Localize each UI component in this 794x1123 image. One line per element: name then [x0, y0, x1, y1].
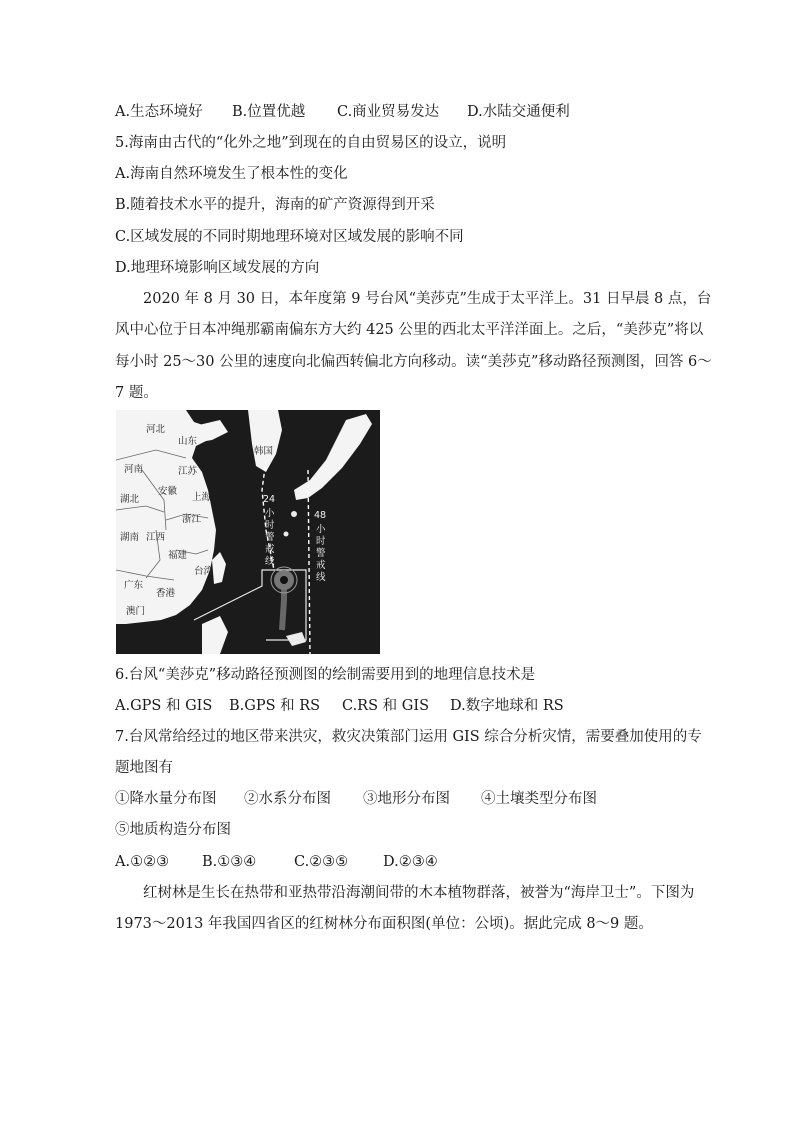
- q4-option-c: C.商业贸易发达: [337, 104, 440, 120]
- label-guangdong: 广东: [124, 580, 144, 591]
- ryukyu-island: [284, 532, 289, 537]
- label-henan: 河南: [124, 464, 144, 475]
- label-xianggang: 香港: [156, 588, 176, 599]
- svg-text:警: 警: [316, 548, 326, 559]
- japan: [294, 414, 372, 500]
- q7-options: [115, 852, 438, 872]
- label-taiwan: 台湾: [194, 566, 214, 577]
- q7-item-5: ⑤地质构造分布图: [115, 822, 231, 838]
- svg-text:24: 24: [263, 494, 276, 505]
- passage1-line1: 2020 年 8 月 30 日，本年度第 9 号台风“美莎克”生成于太平洋上。31 日早晨 8 点，台: [143, 291, 712, 307]
- label-aomen: 澳门: [126, 606, 146, 617]
- q7-option-a: A.①②③: [115, 854, 170, 870]
- svg-text:线: 线: [265, 556, 275, 567]
- label-fujian: 福建: [168, 550, 188, 561]
- svg-text:戒: 戒: [265, 544, 275, 555]
- q7-item-4: ④土壤类型分布图: [481, 791, 597, 807]
- svg-text:小: 小: [265, 508, 275, 519]
- label-hubei: 湖北: [120, 494, 140, 505]
- label-jiangxi: 江西: [146, 532, 166, 543]
- passage2-line2: 1973～2013 年我国四省区的红树林分布面积图(单位：公顷)。据此完成 8～9 题。: [115, 916, 653, 932]
- q5-stem: 5.海南由古代的“化外之地”到现在的自由贸易区的设立，说明: [115, 135, 507, 151]
- label-shanghai: 上海: [192, 492, 212, 503]
- q7-option-b: B.①③④: [202, 854, 257, 870]
- q6-options: [115, 696, 564, 716]
- label-zhejiang: 浙江: [182, 514, 202, 525]
- label-hebei: 河北: [146, 424, 166, 435]
- typhoon-path-map: [116, 410, 380, 654]
- ryukyu-island: [291, 511, 297, 517]
- label-24h-warning: [263, 494, 275, 567]
- q6-option-b: B.GPS 和 RS: [229, 698, 321, 714]
- pacific-island: [286, 632, 306, 646]
- q6-stem: 6.台风“美莎克”移动路径预测图的绘制需要用到的地理信息技术是: [115, 667, 536, 683]
- q5-option-d: D.地理环境影响区域发展的方向: [115, 260, 320, 276]
- q7-option-c: C.②③⑤: [294, 854, 349, 870]
- q7-stem-line2: 题地图有: [115, 760, 173, 776]
- svg-text:时: 时: [265, 520, 275, 531]
- svg-text:戒: 戒: [316, 560, 326, 571]
- q5-option-c: C.区域发展的不同时期地理环境对区域发展的影响不同: [115, 229, 464, 245]
- q7-item-3: ③地形分布图: [363, 791, 450, 807]
- passage1-line4: 7 题。: [115, 385, 158, 401]
- label-hanguo: 韩国: [254, 446, 274, 457]
- q7-items-row1: [115, 789, 597, 809]
- q6-option-c: C.RS 和 GIS: [342, 698, 429, 714]
- q6-option-d: D.数字地球和 RS: [450, 698, 564, 714]
- label-shandong: 山东: [178, 436, 198, 447]
- svg-text:警: 警: [265, 532, 275, 543]
- label-jiangsu: 江苏: [178, 466, 198, 477]
- svg-text:线: 线: [316, 572, 326, 583]
- svg-text:48: 48: [314, 510, 327, 521]
- passage1-line3: 每小时 25～30 公里的速度向北偏西转偏北方向移动。读“美莎克”移动路径预测图，回答 6～: [115, 354, 712, 370]
- q5-option-a: A.海南自然环境发生了根本性的变化: [115, 166, 348, 182]
- q7-item-2: ②水系分布图: [244, 791, 331, 807]
- label-hunan: 湖南: [120, 532, 140, 543]
- q7-stem-line1: 7.台风常给经过的地区带来洪灾，救灾决策部门运用 GIS 综合分析灾情，需要叠加使用的专: [115, 729, 702, 745]
- q4-options: [115, 102, 570, 122]
- q4-option-a: A.生态环境好: [115, 104, 203, 120]
- q5-option-b: B.随着技术水平的提升，海南的矿产资源得到开采: [115, 197, 435, 213]
- luzon: [202, 616, 228, 654]
- q4-option-d: D.水陆交通便利: [467, 104, 570, 120]
- q6-option-a: A.GPS 和 GIS: [115, 698, 213, 714]
- label-anhui: 安徽: [158, 486, 178, 497]
- q7-item-1: ①降水量分布图: [115, 791, 217, 807]
- taiwan: [212, 552, 226, 584]
- svg-text:时: 时: [316, 536, 326, 547]
- label-48h-warning: [314, 510, 326, 583]
- passage2-line1: 红树林是生长在热带和亚热带沿海潮间带的木本植物群落，被誉为“海岸卫士”。下图为: [143, 885, 695, 901]
- q7-option-d: D.②③④: [383, 854, 438, 870]
- q4-option-b: B.位置优越: [232, 104, 306, 120]
- svg-text:小: 小: [316, 524, 326, 535]
- passage1-line2: 风中心位于日本冲绳那霸南偏东方大约 425 公里的西北太平洋洋面上。之后，“美莎克”将以: [115, 322, 704, 338]
